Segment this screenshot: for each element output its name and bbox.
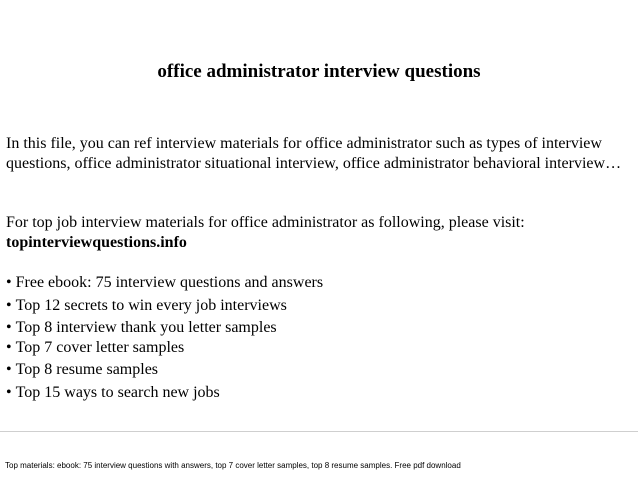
footer-bar: [0, 431, 638, 480]
bullet-icon: •: [6, 319, 12, 336]
cta-text: For top job interview materials for office administrator as following, please visit:: [6, 214, 525, 231]
bullet-list: [6, 273, 632, 402]
page-title: office administrator interview questions: [157, 61, 481, 82]
list-item: [6, 296, 632, 316]
list-item-text: Top 7 cover letter samples: [15, 338, 185, 356]
list-item: [6, 318, 632, 338]
list-item: [6, 273, 632, 293]
list-item: [6, 360, 632, 380]
cta-paragraph: [6, 213, 632, 253]
list-item: [6, 338, 632, 358]
list-item-text: Top 15 ways to search new jobs: [15, 383, 220, 401]
list-item: [6, 383, 632, 403]
list-item-text: Free ebook: 75 interview questions and answers: [15, 274, 324, 291]
website-link[interactable]: topinterviewquestions.info: [6, 234, 187, 251]
bullet-icon: •: [6, 338, 12, 356]
bullet-icon: •: [6, 361, 12, 378]
bullet-icon: •: [6, 296, 12, 314]
list-item-text: Top 8 interview thank you letter samples: [15, 319, 277, 336]
bullet-icon: •: [6, 383, 12, 401]
footer-text: Top materials: ebook: 75 interview questions with answers, top 7 cover letter samples, top 8 resume samples. Free pdf download: [5, 461, 461, 470]
list-item-text: Top 12 secrets to win every job interviews: [15, 296, 287, 314]
intro-paragraph: In this file, you can ref interview materials for office administrator such as types of interview questions, office administrator situational interview, office administrator behavioral interview…: [6, 135, 622, 172]
bullet-icon: •: [6, 274, 12, 291]
list-item-text: Top 8 resume samples: [15, 361, 159, 378]
